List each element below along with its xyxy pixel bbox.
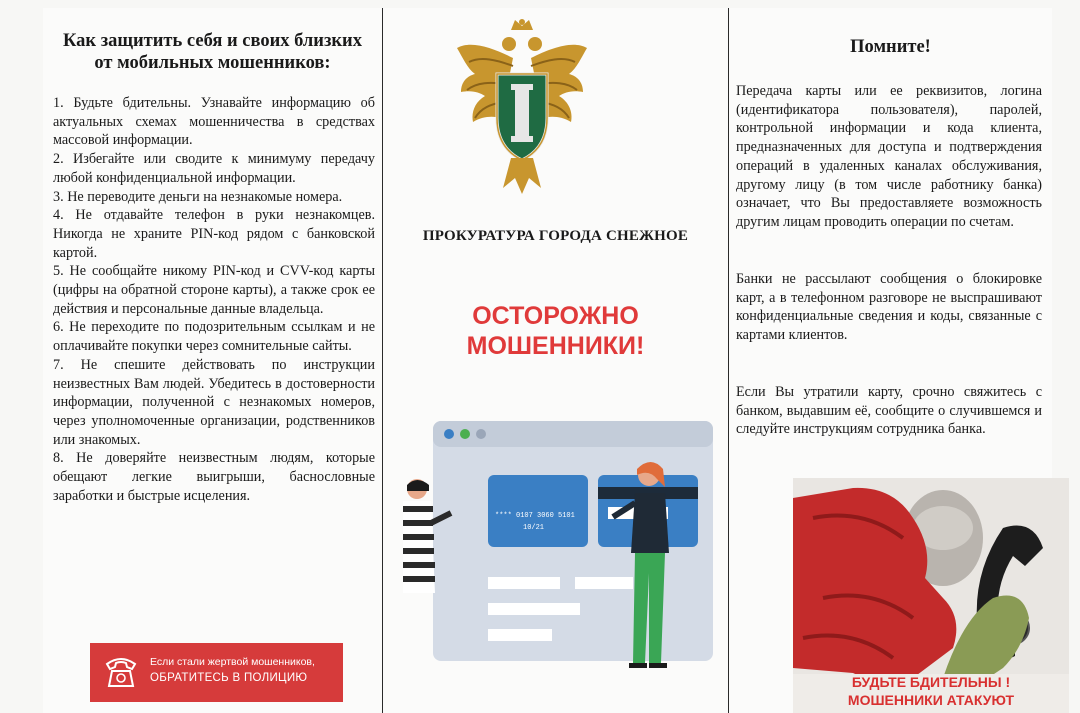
browser-dot-icon [476, 429, 486, 439]
poster-caption-2: МОШЕННИКИ АТАКУЮТ [847, 692, 1015, 708]
remember-heading: Помните! [850, 37, 931, 57]
tip-item: 1. Будьте бдительны. Узнавайте информацию об актуальных схемах мошенничества в средствах массовой информации. [53, 95, 375, 149]
banner-line-2: ОБРАТИТЕСЬ В ПОЛИЦИЮ [150, 672, 308, 684]
warning-line-2: МОШЕННИКИ! [466, 332, 645, 360]
tip-item: 7. Не спешите действовать по инструкции неизвестных Вам людей. Убедитесь в достоверности информации, полученной с незнакомых номеров, через уполномоченные организации, родственников или знакомых. [53, 356, 375, 448]
remember-paragraph-3 [736, 383, 1042, 439]
poster-caption-1: БУДЬТЕ БДИТЕЛЬНЫ ! [851, 674, 1011, 690]
warning-poster [793, 478, 1069, 713]
prosecutor-emblem-icon [453, 18, 591, 198]
banner-line-1: Если стали жертвой мошенников, [150, 656, 315, 668]
title-line-2: от мобильных мошенников: [94, 53, 331, 73]
remember-paragraph-1 [736, 82, 1042, 232]
browser-dot-icon [460, 429, 470, 439]
tips-list [53, 94, 375, 505]
paragraph-text: Если Вы утратили карту, срочно свяжитесь с банком, выдавшим её, сообщите о случившемся и следуйте инструкциям сотрудника банка. [736, 384, 1042, 438]
tip-item: 3. Не переводите деньги на незнакомые номера. [53, 188, 343, 205]
title-line-1: Как защитить себя и своих близких [63, 31, 362, 51]
organization-name: ПРОКУРАТУРА ГОРОДА СНЕЖНОЕ [422, 228, 689, 244]
right-panel [729, 8, 1052, 713]
contact-police-banner [90, 643, 343, 702]
telephone-icon [104, 652, 138, 690]
tip-item: 4. Не отдавайте телефон в руки незнакомцев. Никогда не храните PIN-код рядом с банковской картой. [53, 207, 375, 261]
tip-item: 2. Избегайте или сводите к минимуму передачу любой конфиденциальной информации. [53, 151, 375, 186]
paragraph-text: Банки не рассылают сообщения о блокировке карт, а в телефонном разговоре не выспрашивают конфиденциальные сведения и коды, связанные с картами клиентов. [736, 271, 1042, 344]
tip-item: 8. Не доверяйте неизвестным людям, которые обещают легкие выигрыши, баснословные заработки и быстрые исцеления. [53, 450, 375, 504]
browser-dot-icon [444, 429, 454, 439]
center-panel [383, 8, 728, 713]
tip-item: 6. Не переходите по подозрительным ссылкам и не оплачивайте покупки через сомнительные сайты. [53, 319, 375, 355]
warning-line-1: ОСТОРОЖНО [472, 302, 639, 330]
card-expiry: 10/21 [523, 524, 545, 532]
left-panel [43, 8, 382, 713]
bank-card-front [488, 475, 588, 547]
tip-item: 5. Не сообщайте никому PIN-код и CVV-код карты (цифры на обратной стороне карты), а также срок ее действия и персональные данные владельца. [53, 263, 375, 317]
leaflet [43, 8, 1052, 713]
fraud-illustration [403, 413, 723, 683]
card-number: **** 0107 3060 5101 [495, 512, 575, 520]
paragraph-text: Передача карты или ее реквизитов, логина (идентификатора пользователя), паролей, контрольной информации и кода клиента, предназначенных для доступа и подтверждения операций в удаленных каналах обслуживания, другому лицу (в том числе работнику банка) означает, что Вы предоставляете возможность другим лицам проводить операции по счетам. [736, 83, 1042, 230]
remember-paragraph-2 [736, 270, 1042, 345]
left-panel-title [43, 30, 382, 74]
warning-heading [383, 301, 728, 361]
